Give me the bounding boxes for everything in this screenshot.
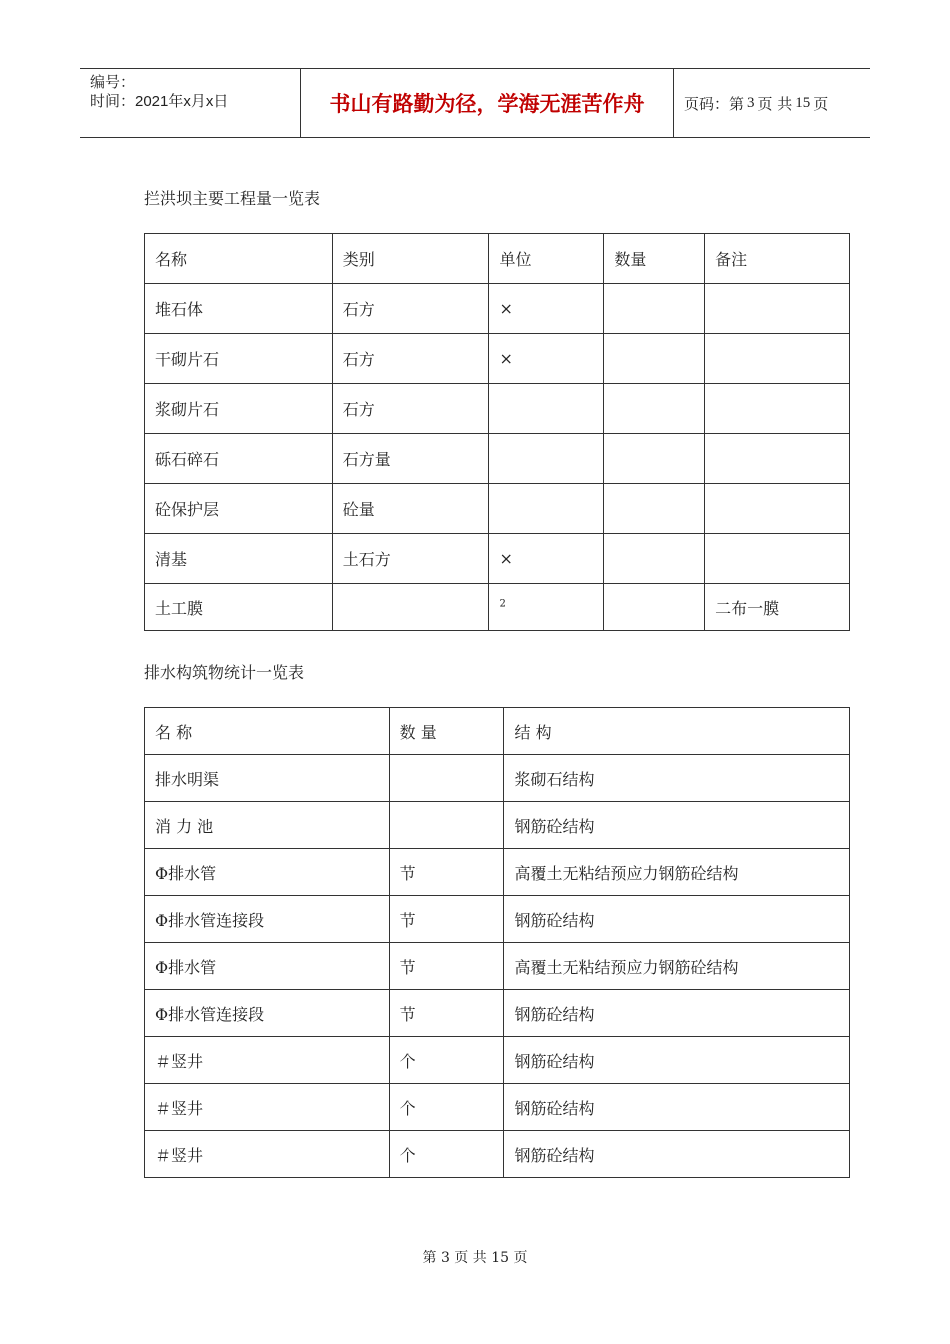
page-mid: 页 共 — [757, 94, 793, 113]
table-cell — [389, 802, 504, 849]
header-page-info — [674, 69, 870, 137]
table-cell: 个 — [389, 1084, 504, 1131]
table-cell: 石方 — [332, 334, 489, 384]
table-cell: × — [489, 284, 604, 334]
table-cell: 二布一膜 — [705, 584, 850, 631]
table1-caption: 拦洪坝主要工程量一览表 — [144, 189, 321, 208]
table-row — [145, 896, 850, 943]
table-row — [145, 1037, 850, 1084]
table-cell: 节 — [389, 943, 504, 990]
table-cell: 石方 — [332, 284, 489, 334]
table-row — [145, 584, 850, 631]
table-row — [145, 943, 850, 990]
table-row — [145, 434, 850, 484]
table-cell: 钢筋砼结构 — [504, 802, 850, 849]
header-cell: 类别 — [332, 234, 489, 284]
table-header-row — [145, 708, 850, 755]
table-cell: Φ排水管连接段 — [145, 990, 390, 1037]
table-cell: 节 — [389, 990, 504, 1037]
table-cell: 钢筋砼结构 — [504, 1084, 850, 1131]
table-cell — [489, 484, 604, 534]
page-footer: 第 3 页 共 15 页 — [422, 1250, 528, 1266]
table-cell — [489, 384, 604, 434]
table-cell: × — [489, 334, 604, 384]
table-cell — [489, 584, 604, 631]
table-cell: 砾石碎石 — [145, 434, 333, 484]
table-cell — [604, 284, 705, 334]
table-cell: 土石方 — [332, 534, 489, 584]
table-cell — [705, 484, 850, 534]
table-cell: Φ排水管连接段 — [145, 896, 390, 943]
table-cell — [604, 334, 705, 384]
table-cell — [604, 534, 705, 584]
document-number-label: 编号： — [90, 74, 136, 91]
header-cell: 数量 — [604, 234, 705, 284]
table-row — [145, 1084, 850, 1131]
table-row — [145, 755, 850, 802]
table-cell: 石方 — [332, 384, 489, 434]
superscript-unit: 2 — [499, 598, 506, 610]
table-row — [145, 284, 850, 334]
table-header-row — [145, 234, 850, 284]
document-date: 时间：2021年x月x日 — [90, 93, 229, 110]
table-cell: 个 — [389, 1131, 504, 1178]
page-number: 3 — [747, 94, 755, 111]
table-cell: 高覆土无粘结预应力钢筋砼结构 — [504, 849, 850, 896]
table-cell — [705, 434, 850, 484]
page-total: 15 — [795, 94, 811, 111]
table-row — [145, 849, 850, 896]
table-cell: 高覆土无粘结预应力钢筋砼结构 — [504, 943, 850, 990]
page-header — [80, 68, 870, 138]
table-cell — [332, 584, 489, 631]
header-cell: 名 称 — [145, 708, 390, 755]
table-cell: ＃竖井 — [145, 1037, 390, 1084]
table-cell — [705, 384, 850, 434]
table-cell: 浆砌片石 — [145, 384, 333, 434]
table-cell: 清基 — [145, 534, 333, 584]
table-row — [145, 484, 850, 534]
table-cell: 节 — [389, 849, 504, 896]
quantity-table — [144, 233, 850, 631]
table-cell: 石方量 — [332, 434, 489, 484]
table-cell: 消 力 池 — [145, 802, 390, 849]
table-row — [145, 990, 850, 1037]
page-suffix: 页 — [813, 94, 829, 113]
table-cell: 土工膜 — [145, 584, 333, 631]
table-cell: Φ排水管 — [145, 849, 390, 896]
header-motto: 书山有路勤为径，学海无涯苦作舟 — [300, 69, 674, 137]
header-cell: 数 量 — [389, 708, 504, 755]
table-cell — [389, 755, 504, 802]
table-cell: 砼量 — [332, 484, 489, 534]
table-cell — [705, 334, 850, 384]
table-cell: 钢筋砼结构 — [504, 990, 850, 1037]
table-cell: 钢筋砼结构 — [504, 1131, 850, 1178]
table-cell: × — [489, 534, 604, 584]
table-cell: 排水明渠 — [145, 755, 390, 802]
table-row — [145, 384, 850, 434]
table-cell: 钢筋砼结构 — [504, 896, 850, 943]
table-cell — [705, 284, 850, 334]
table-cell: ＃竖井 — [145, 1131, 390, 1178]
table-cell: 干砌片石 — [145, 334, 333, 384]
table-cell — [604, 584, 705, 631]
table-cell: 堆石体 — [145, 284, 333, 334]
header-meta — [80, 69, 300, 137]
table-cell — [604, 484, 705, 534]
table-row — [145, 802, 850, 849]
table-row — [145, 1131, 850, 1178]
table-cell — [604, 384, 705, 434]
table-cell — [604, 434, 705, 484]
table-cell: Φ排水管 — [145, 943, 390, 990]
table-cell: ＃竖井 — [145, 1084, 390, 1131]
table-row — [145, 534, 850, 584]
table-cell: 个 — [389, 1037, 504, 1084]
header-cell: 单位 — [489, 234, 604, 284]
table-cell — [705, 534, 850, 584]
table-cell: 节 — [389, 896, 504, 943]
header-cell: 结 构 — [504, 708, 850, 755]
header-cell: 备注 — [705, 234, 850, 284]
page-prefix: 页码：第 — [684, 94, 745, 113]
table-cell: 砼保护层 — [145, 484, 333, 534]
table2-caption: 排水构筑物统计一览表 — [144, 663, 305, 682]
table-cell — [489, 434, 604, 484]
drainage-table — [144, 707, 850, 1178]
table-cell: 钢筋砼结构 — [504, 1037, 850, 1084]
header-cell: 名称 — [145, 234, 333, 284]
table-cell: 浆砌石结构 — [504, 755, 850, 802]
table-row — [145, 334, 850, 384]
